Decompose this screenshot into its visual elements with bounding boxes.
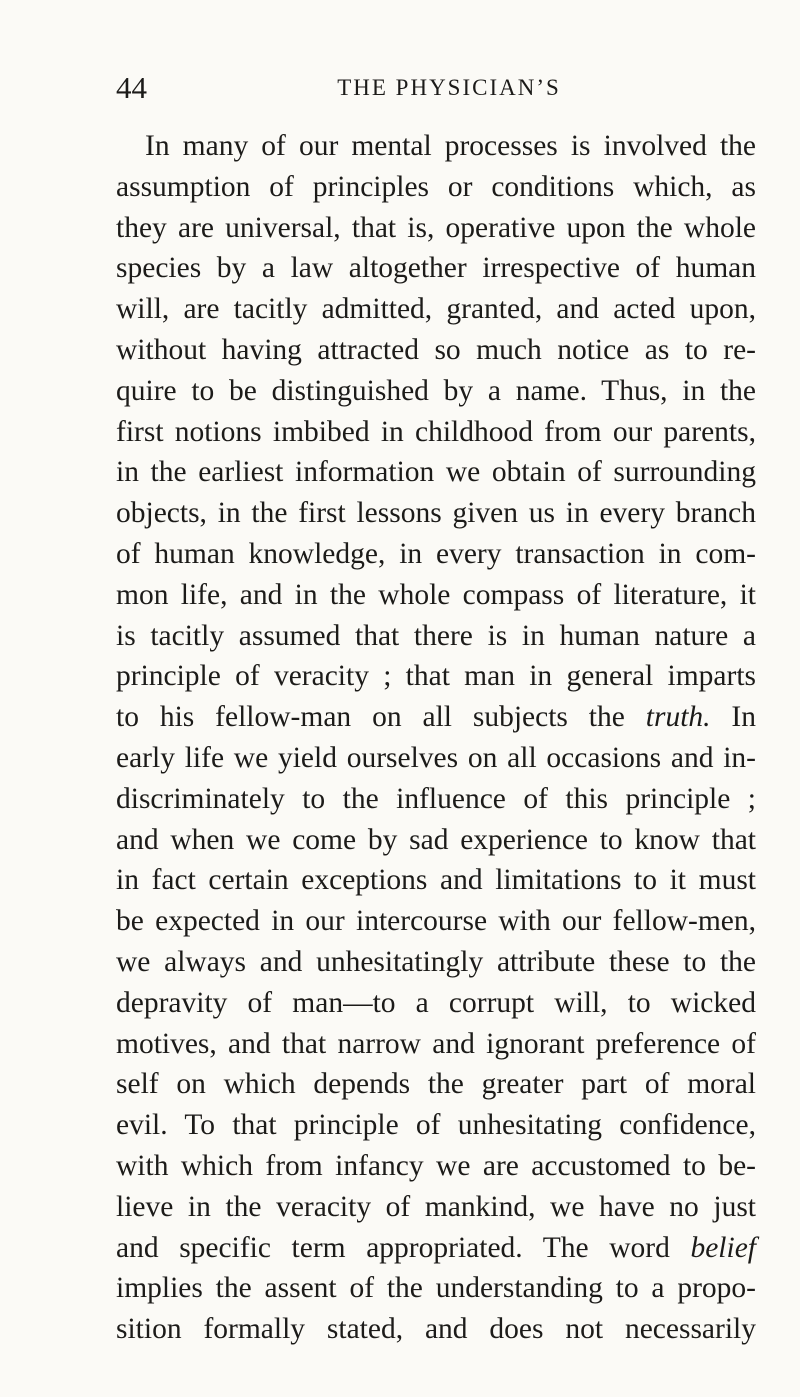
running-head	[116, 68, 756, 108]
text-line: objects, in the first lessons given us in every branch	[116, 497, 756, 530]
text-line: is tacitly assumed that there is in human nature a	[116, 619, 756, 652]
text-line: self on which depends the greater part of moral	[116, 1068, 756, 1101]
text-line: assumption of principles or conditions which, as	[116, 170, 756, 203]
text-line: first notions imbibed in childhood from our parents,	[116, 415, 756, 448]
text-line: early life we yield ourselves on all occasions and in-	[116, 741, 756, 774]
text-line: in fact certain exceptions and limitations to it must	[116, 864, 756, 897]
text-line: lieve in the veracity of mankind, we have no just	[116, 1190, 756, 1223]
text-line: In many of our mental processes is involved the	[145, 130, 756, 162]
text-line: discriminately to the influence of this principle ;	[116, 782, 756, 815]
text-line: evil. To that principle of unhesitating confidence,	[116, 1109, 756, 1142]
text-line: quire to be distinguished by a name. Thus, in the	[116, 374, 756, 407]
text-line: with which from infancy we are accustomed to be-	[116, 1149, 756, 1182]
italic-word-truth: truth.	[645, 701, 711, 734]
text-line: will, are tacitly admitted, granted, and acted upon,	[116, 293, 756, 326]
text-line: implies the assent of the understanding to a propo-	[116, 1272, 756, 1305]
text-line: we always and unhesitatingly attribute these to the	[116, 945, 756, 978]
text-line: depravity of man—to a corrupt will, to wicked	[116, 986, 756, 1019]
text-line: without having attracted so much notice as to re-	[116, 333, 756, 366]
text-line: to his fellow-man on all subjects the truth. In	[116, 701, 756, 734]
text-line: of human knowledge, in every transaction in com-	[116, 537, 756, 570]
text-line: in the earliest information we obtain of surrounding	[116, 456, 756, 489]
page-number: 44	[116, 70, 147, 105]
text-line: mon life, and in the whole compass of literature, it	[116, 578, 756, 611]
text-line: be expected in our intercourse with our fellow-men,	[116, 905, 756, 938]
text-line: motives, and that narrow and ignorant preference of	[116, 1027, 756, 1060]
running-title: THE PHYSICIAN’S	[337, 75, 561, 100]
text-line: and when we come by sad experience to know that	[116, 823, 756, 856]
text-line: principle of veracity ; that man in general imparts	[116, 660, 756, 693]
text-line: sition formally stated, and does not necessarily	[116, 1313, 756, 1346]
text-line: species by a law altogether irrespective of human	[116, 252, 756, 285]
body-text	[116, 126, 756, 1350]
text-line: they are universal, that is, operative upon the whole	[116, 211, 756, 244]
italic-word-belief: belief	[690, 1231, 756, 1264]
text-line: and specific term appropriated. The word belief	[116, 1231, 756, 1264]
